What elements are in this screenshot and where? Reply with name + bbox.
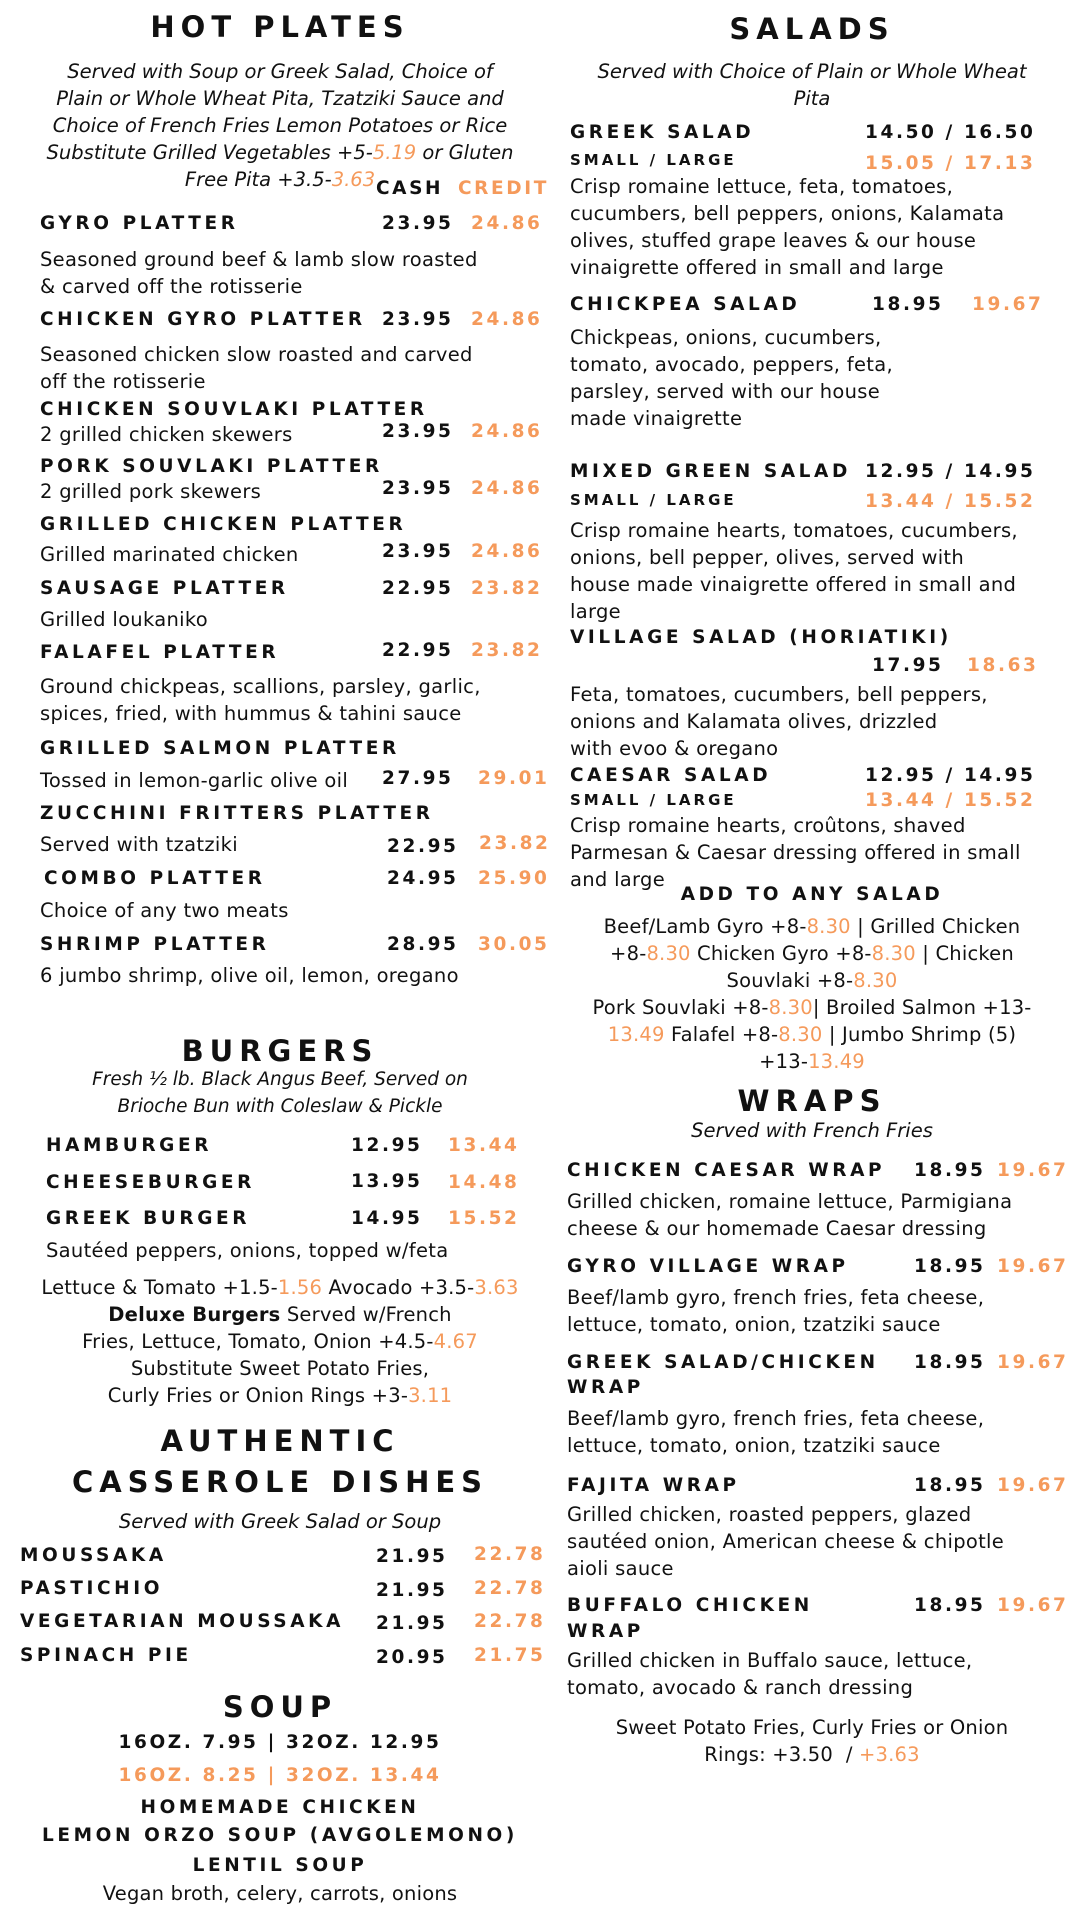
credit-price: 24.86 <box>471 478 543 499</box>
credit-price: 22.78 <box>474 1544 546 1565</box>
item-name: GRILLED CHICKEN PLATTER <box>40 514 407 535</box>
credit-price: 23.82 <box>471 640 543 661</box>
soup-item-avgolemono: HOMEMADE CHICKEN <box>140 1797 420 1818</box>
item-name: SPINACH PIE <box>20 1645 192 1666</box>
item-name: SHRIMP PLATTER <box>40 934 270 955</box>
item-name: FALAFEL PLATTER <box>40 642 280 663</box>
item-description: Choice of any two meats <box>40 899 289 922</box>
item-description: Crisp romaine hearts, tomatoes, cucumbers, onions, bell pepper, olives, served with house made vinaigrette offered in small and large <box>570 519 1018 623</box>
item-name: GRILLED SALMON PLATTER <box>40 738 400 759</box>
size-label: SMALL / LARGE <box>570 791 737 809</box>
item-name: COMBO PLATTER <box>44 868 266 889</box>
cash-price: 23.95 <box>382 421 454 442</box>
item-description: Chickpeas, onions, cucumbers, tomato, avocado, peppers, feta, parsley, served with our house made vinaigrette <box>570 326 893 430</box>
cash-price: 20.95 <box>376 1647 448 1668</box>
item-description: Grilled marinated chicken <box>40 543 299 566</box>
item-description: Grilled chicken in Buffalo sauce, lettuce, tomato, avocado & ranch dressing <box>567 1649 973 1699</box>
credit-price: 25.90 <box>478 868 550 889</box>
cash-price: 24.95 <box>387 868 459 889</box>
item-description: Tossed in lemon-garlic olive oil <box>40 769 349 792</box>
salads-title: SALADS <box>729 12 895 46</box>
credit-price: 23.82 <box>471 578 543 599</box>
item-name: GYRO PLATTER <box>40 213 239 234</box>
size-label: SMALL / LARGE <box>570 491 737 509</box>
cash-price: 23.95 <box>382 309 454 330</box>
item-description: Grilled loukaniko <box>40 608 208 631</box>
credit-price: 13.44 <box>448 1135 520 1156</box>
cash-price: 18.95 <box>872 294 944 315</box>
item-description: Beef/lamb gyro, french fries, feta cheese, lettuce, tomato, onion, tzatziki sauce <box>567 1286 985 1336</box>
burger-extras: Lettuce & Tomato +1.5-1.56 Avocado +3.5-3.63 Deluxe Burgers Served w/French Fries, Lettuce, Tomato, Onion +4.5-4.67 Substitute Sweet Potato Fries, Curly Fries or Onion Rings +3-3.11 <box>41 1276 519 1407</box>
item-name: GYRO VILLAGE WRAP <box>567 1256 849 1277</box>
left-column <box>20 0 551 1920</box>
cash-price: 18.95 <box>914 1475 986 1496</box>
item-name-2: WRAP <box>567 1621 644 1642</box>
credit-price: 18.63 <box>967 655 1039 676</box>
credit-price: 19.67 <box>997 1595 1069 1616</box>
cash-price: 17.95 <box>872 655 944 676</box>
soup-credit-prices: 16OZ. 8.25 | 32OZ. 13.44 <box>118 1765 442 1786</box>
item-description: 2 grilled chicken skewers <box>40 423 293 446</box>
item-name: GREEK SALAD/CHICKEN <box>567 1352 879 1373</box>
casserole-title-2: CASSEROLE DISHES <box>71 1465 489 1499</box>
item-name: BUFFALO CHICKEN <box>567 1595 813 1616</box>
item-name: ZUCCHINI FRITTERS PLATTER <box>40 803 434 824</box>
credit-price: 15.52 <box>448 1208 520 1229</box>
credit-price: 30.05 <box>478 934 550 955</box>
casserole-subtitle: Served with Greek Salad or Soup <box>118 1510 442 1533</box>
item-name-2: WRAP <box>567 1377 644 1398</box>
credit-price: 13.44 / 15.52 <box>865 790 1036 811</box>
cash-header: CASH <box>376 178 444 199</box>
item-name: CHEESEBURGER <box>46 1172 255 1193</box>
credit-price: 14.48 <box>448 1172 520 1193</box>
cash-price: 14.50 / 16.50 <box>865 122 1036 143</box>
item-description: Seasoned ground beef & lamb slow roasted & carved off the rotisserie <box>40 248 478 298</box>
item-name: MIXED GREEN SALAD <box>570 461 851 482</box>
cash-price: 12.95 <box>351 1135 423 1156</box>
item-name: MOUSSAKA <box>20 1545 167 1566</box>
cash-price: 21.95 <box>376 1613 448 1634</box>
add-to-salad-title: ADD TO ANY SALAD <box>680 884 944 905</box>
cash-price: 21.95 <box>376 1580 448 1601</box>
credit-header: CREDIT <box>458 178 549 199</box>
item-description: Sautéed peppers, onions, topped w/feta <box>46 1239 449 1262</box>
item-description: Served with tzatziki <box>40 833 238 856</box>
item-name: FAJITA WRAP <box>567 1475 740 1496</box>
cash-price: 27.95 <box>382 768 454 789</box>
credit-price: 15.05 / 17.13 <box>865 153 1036 174</box>
cash-price: 22.95 <box>382 578 454 599</box>
credit-price: 19.67 <box>972 294 1044 315</box>
cash-price: 28.95 <box>387 934 459 955</box>
credit-price: 19.67 <box>997 1256 1069 1277</box>
cash-price: 18.95 <box>914 1595 986 1616</box>
item-name: CHICKPEA SALAD <box>570 294 801 315</box>
cash-price: 22.95 <box>387 836 459 857</box>
item-name: CHICKEN SOUVLAKI PLATTER <box>40 399 428 420</box>
cash-price: 18.95 <box>914 1352 986 1373</box>
add-to-salad-list: Beef/Lamb Gyro +8-8.30 | Grilled Chicken +8-8.30 Chicken Gyro +8-8.30 | Chicken Souvlaki +8-8.30 Pork Souvlaki +8-8.30| Broiled Salmon +13- 13.49 Falafel +8-8.30 | Jumbo Shrimp (5) +13-13.49 <box>592 915 1032 1073</box>
credit-price: 24.86 <box>471 421 543 442</box>
item-name: PASTICHIO <box>20 1578 164 1599</box>
item-name: CHICKEN GYRO PLATTER <box>40 309 366 330</box>
credit-price: 21.75 <box>474 1645 546 1666</box>
burgers-subtitle: Fresh ½ lb. Black Angus Beef, Served on Brioche Bun with Coleslaw & Pickle <box>92 1069 468 1117</box>
credit-price: 19.67 <box>997 1160 1069 1181</box>
cash-price: 23.95 <box>382 541 454 562</box>
right-column <box>562 0 1069 1920</box>
wraps-footer: Sweet Potato Fries, Curly Fries or Onion Rings: +3.50 / +3.63 <box>615 1716 1009 1766</box>
item-name: GREEK SALAD <box>570 122 755 143</box>
soup-item-description: Vegan broth, celery, carrots, onions <box>102 1882 458 1905</box>
cash-price: 23.95 <box>382 213 454 234</box>
credit-price: 23.82 <box>479 833 551 854</box>
cash-price: 12.95 / 14.95 <box>865 461 1036 482</box>
soup-item-avgolemono-2: LEMON ORZO SOUP (AVGOLEMONO) <box>42 1825 518 1846</box>
wraps-subtitle: Served with French Fries <box>691 1119 933 1142</box>
credit-price: 24.86 <box>471 541 543 562</box>
credit-price: 19.67 <box>997 1475 1069 1496</box>
item-description: Crisp romaine lettuce, feta, tomatoes, cucumbers, bell peppers, onions, Kalamata olives, stuffed grape leaves & our house vinaigrette offered in small and large <box>570 175 1005 279</box>
credit-price: 24.86 <box>471 213 543 234</box>
soup-cash-prices: 16OZ. 7.95 | 32OZ. 12.95 <box>118 1732 442 1753</box>
credit-price: 24.86 <box>471 309 543 330</box>
casserole-title-1: AUTHENTIC <box>160 1424 400 1458</box>
item-description: Seasoned chicken slow roasted and carved off the rotisserie <box>40 343 473 393</box>
hot-plates-subtitle: Served with Soup or Greek Salad, Choice of Plain or Whole Wheat Pita, Tzatziki Sauce and Choice of French Fries Lemon Potatoes or Rice Substitute Grilled Vegetables +5-5.19 or Gluten Free Pita +3.5-3.63 <box>46 60 514 191</box>
soup-title: SOUP <box>222 1690 338 1724</box>
item-name: HAMBURGER <box>46 1135 213 1156</box>
item-description: Grilled chicken, romaine lettuce, Parmigiana cheese & our homemade Caesar dressing <box>567 1190 1013 1240</box>
cash-price: 18.95 <box>914 1256 986 1277</box>
item-description: Grilled chicken, roasted peppers, glazed sautéed onion, American cheese & chipotle aioli sauce <box>567 1503 1005 1580</box>
item-name: CHICKEN CAESAR WRAP <box>567 1160 886 1181</box>
item-name: GREEK BURGER <box>46 1208 251 1229</box>
cash-price: 23.95 <box>382 478 454 499</box>
item-description: Crisp romaine hearts, croûtons, shaved Parmesan & Caesar dressing offered in small and large <box>570 814 1021 891</box>
item-description: Beef/lamb gyro, french fries, feta cheese, lettuce, tomato, onion, tzatziki sauce <box>567 1407 985 1457</box>
hot-plates-title: HOT PLATES <box>150 10 410 44</box>
item-name: VEGETARIAN MOUSSAKA <box>20 1611 344 1632</box>
item-name: VILLAGE SALAD (HORIATIKI) <box>570 627 952 648</box>
burgers-title: BURGERS <box>181 1034 379 1068</box>
soup-item-lentil: LENTIL SOUP <box>192 1855 368 1876</box>
item-description: Feta, tomatoes, cucumbers, bell peppers, onions and Kalamata olives, drizzled with evoo & oregano <box>570 683 988 760</box>
credit-price: 22.78 <box>474 1578 546 1599</box>
cash-price: 22.95 <box>382 640 454 661</box>
item-description: Ground chickpeas, scallions, parsley, garlic, spices, fried, with hummus & tahini sauce <box>40 675 481 725</box>
item-name: SAUSAGE PLATTER <box>40 578 289 599</box>
item-description: 6 jumbo shrimp, olive oil, lemon, oregano <box>40 964 459 987</box>
cash-price: 12.95 / 14.95 <box>865 765 1036 786</box>
cash-price: 21.95 <box>376 1546 448 1567</box>
cash-price: 18.95 <box>914 1160 986 1181</box>
size-label: SMALL / LARGE <box>570 151 737 169</box>
item-name: CAESAR SALAD <box>570 765 772 786</box>
cash-price: 13.95 <box>351 1171 423 1192</box>
cash-price: 14.95 <box>351 1208 423 1229</box>
salads-subtitle: Served with Choice of Plain or Whole Wheat Pita <box>597 60 1027 110</box>
item-description: 2 grilled pork skewers <box>40 480 262 503</box>
credit-price: 13.44 / 15.52 <box>865 491 1036 512</box>
item-name: PORK SOUVLAKI PLATTER <box>40 456 383 477</box>
credit-price: 22.78 <box>474 1611 546 1632</box>
credit-price: 19.67 <box>997 1352 1069 1373</box>
credit-price: 29.01 <box>478 768 550 789</box>
wraps-title: WRAPS <box>737 1084 887 1118</box>
